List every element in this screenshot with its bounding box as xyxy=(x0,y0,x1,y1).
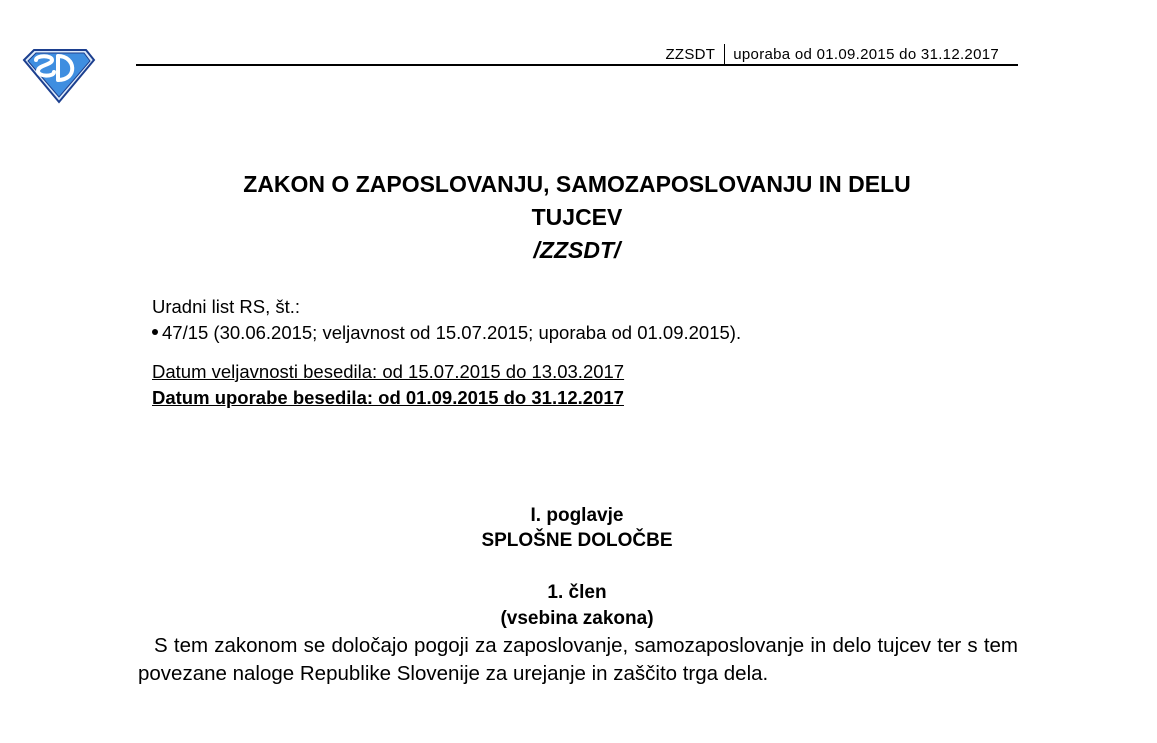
gazette-entry-text: 47/15 (30.06.2015; veljavnost od 15.07.2015; uporaba od 01.09.2015). xyxy=(162,322,742,343)
chapter-heading xyxy=(136,503,1018,553)
gazette-block xyxy=(152,294,741,346)
article-heading xyxy=(136,580,1018,632)
gazette-label: Uradni list RS, št.: xyxy=(152,296,301,317)
law-title-line1: ZAKON O ZAPOSLOVANJU, SAMOZAPOSLOVANJU IN DELU xyxy=(243,171,911,197)
article-number: 1. člen xyxy=(547,582,607,603)
bullet-icon xyxy=(152,329,158,335)
law-title xyxy=(136,168,1018,267)
validity-date: Datum veljavnosti besedila: od 15.07.2015 do 13.03.2017 xyxy=(152,361,625,382)
article-text: S tem zakonom se določajo pogoji za zaposlovanje, samozaposlovanje in delo tujcev ter s tem povezane naloge Republike Slovenije za urejanje in zaščito trga dela. xyxy=(138,634,1018,685)
header-abbr: ZZSDT xyxy=(665,46,716,63)
header-validity: uporaba od 01.09.2015 do 31.12.2017 xyxy=(733,46,999,63)
gazette-entry xyxy=(152,320,741,346)
running-header xyxy=(665,44,999,64)
dates-block xyxy=(152,359,624,411)
application-date: Datum uporabe besedila: od 01.09.2015 do 31.12.2017 xyxy=(152,387,624,408)
law-title-line2: TUJCEV xyxy=(531,204,623,230)
law-title-abbr: /ZZSDT/ xyxy=(533,237,621,263)
sd-shield-logo-icon xyxy=(22,46,96,104)
chapter-title: SPLOŠNE DOLOČBE xyxy=(481,530,673,551)
article-title: (vsebina zakona) xyxy=(500,608,654,629)
chapter-number: I. poglavje xyxy=(530,505,624,526)
header-rule xyxy=(136,64,1018,66)
header-separator xyxy=(724,44,725,64)
